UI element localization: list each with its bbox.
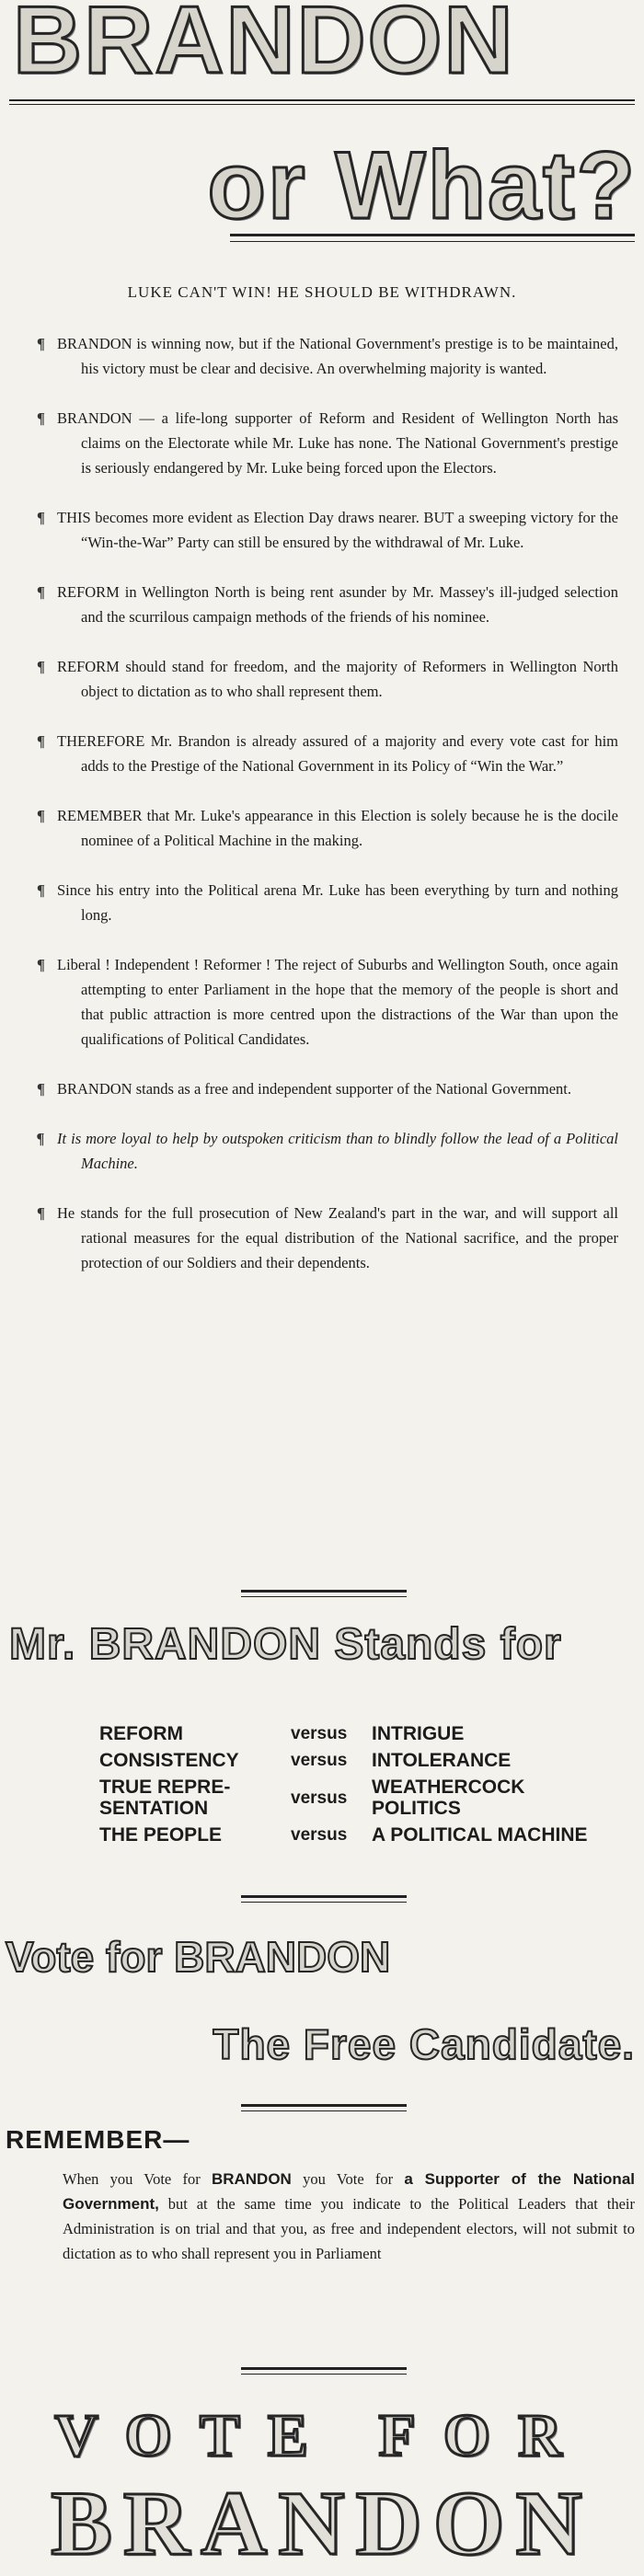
paragraph: ¶ REFORM in Wellington North is being rent asunder by Mr. Massey's ill-judged selection and the scurrilous campaign methods of the friends of his nominee. bbox=[37, 580, 618, 629]
top-rule-thin bbox=[9, 104, 635, 105]
pilcrow-icon: ¶ bbox=[37, 1080, 45, 1098]
paragraph: ¶ He stands for the full prosecution of New Zealand's part in the war, and will support all rational measures for the equal distribution of the National sacrifice, and the proper protection of our Soldiers and their dependents. bbox=[37, 1201, 618, 1275]
pilcrow-icon: ¶ bbox=[37, 956, 45, 973]
versus-row bbox=[99, 1822, 633, 1848]
pilcrow-icon: ¶ bbox=[37, 583, 45, 601]
free-candidate: The Free Candidate. bbox=[213, 2020, 635, 2068]
headline-rule bbox=[230, 234, 635, 236]
versus-left: REFORM bbox=[99, 1723, 183, 1744]
pilcrow-icon: ¶ bbox=[37, 1130, 45, 1147]
versus-left: CONSISTENCY bbox=[99, 1750, 239, 1771]
pilcrow-icon: ¶ bbox=[37, 807, 45, 824]
versus-row bbox=[99, 1747, 633, 1774]
pilcrow-icon: ¶ bbox=[37, 335, 45, 352]
versus-right: WEATHERCOCK POLITICS bbox=[372, 1777, 525, 1819]
versus-row bbox=[99, 1774, 633, 1822]
remember-text: When you Vote for BRANDON you Vote for a Supporter of the National Government, but at the same time you indicate to the Political Leaders that their Administration is on trial and that you, as free and independent electors, will not submit to dictation as to who shall represent you in Parliament bbox=[63, 2170, 635, 2262]
pilcrow-icon: ¶ bbox=[37, 658, 45, 675]
versus-right: INTRIGUE bbox=[372, 1723, 465, 1744]
versus-label: versus bbox=[291, 1788, 348, 1808]
paragraph: ¶ THEREFORE Mr. Brandon is already assured of a majority and every vote cast for him adds to the Prestige of the National Government in its Policy of “Win the War.” bbox=[37, 729, 618, 778]
paragraph: ¶ BRANDON stands as a free and independent supporter of the National Government. bbox=[37, 1076, 618, 1101]
versus-label: versus bbox=[291, 1825, 348, 1845]
section-rule bbox=[241, 2367, 407, 2370]
paragraph: ¶ Liberal ! Independent ! Reformer ! The reject of Suburbs and Wellington South, once again attempting to enter Parliament in the hope that the memory of the people is short and that public attraction is more centred upon the distractions of the War than upon the qualifications of Political Candidates. bbox=[37, 952, 618, 1052]
paragraph: ¶ Since his entry into the Political arena Mr. Luke has been everything by turn and nothing long. bbox=[37, 878, 618, 927]
remember-title: REMEMBER— bbox=[6, 2125, 190, 2154]
pilcrow-icon: ¶ bbox=[37, 881, 45, 899]
stands-for-title: Mr. BRANDON Stands for bbox=[9, 1620, 562, 1669]
versus-right: A POLITICAL MACHINE bbox=[372, 1824, 588, 1846]
subheading: LUKE CAN'T WIN! HE SHOULD BE WITHDRAWN. bbox=[127, 283, 517, 301]
section-rule-thin bbox=[241, 2110, 407, 2111]
vote-for-brandon: Vote for BRANDON bbox=[6, 1933, 391, 1981]
final-brandon: BRANDON bbox=[51, 2472, 593, 2574]
final-vote-for: VOTE FOR bbox=[54, 2402, 590, 2469]
versus-table bbox=[99, 1720, 633, 1848]
section-rule bbox=[241, 1895, 407, 1898]
pilcrow-icon: ¶ bbox=[37, 732, 45, 750]
pilcrow-icon: ¶ bbox=[37, 1204, 45, 1222]
paragraph: ¶ THIS becomes more evident as Election Day draws nearer. BUT a sweeping victory for the “Win-the-War” Party can still be ensured by the withdrawal of Mr. Luke. bbox=[37, 505, 618, 555]
paragraph-list bbox=[37, 331, 618, 1300]
pilcrow-icon: ¶ bbox=[37, 409, 45, 427]
versus-left: TRUE REPRE- SENTATION bbox=[99, 1777, 231, 1819]
headline-rule-thin bbox=[230, 241, 635, 242]
pilcrow-icon: ¶ bbox=[37, 509, 45, 526]
section-rule-thin bbox=[241, 2374, 407, 2375]
versus-right: INTOLERANCE bbox=[372, 1750, 512, 1771]
versus-left: THE PEOPLE bbox=[99, 1824, 223, 1846]
section-rule-thin bbox=[241, 1596, 407, 1597]
headline-brandon: BRANDON bbox=[13, 0, 515, 94]
top-rule bbox=[9, 99, 635, 101]
section-rule-thin bbox=[241, 1902, 407, 1903]
paragraph: ¶ REFORM should stand for freedom, and the majority of Reformers in Wellington North object to dictation as to who shall represent them. bbox=[37, 654, 618, 704]
headline-or-what: or What? bbox=[207, 132, 637, 239]
versus-row bbox=[99, 1720, 633, 1747]
paragraph: ¶ BRANDON — a life-long supporter of Reform and Resident of Wellington North has claims on the Electorate while Mr. Luke has none. The National Government's prestige is seriously endangered by Mr. Luke being forced upon the Electors. bbox=[37, 406, 618, 480]
paragraph: ¶ BRANDON is winning now, but if the National Government's prestige is to be maintained, his victory must be clear and decisive. An overwhelming majority is wanted. bbox=[37, 331, 618, 381]
paragraph: ¶ REMEMBER that Mr. Luke's appearance in this Election is solely because he is the docile nominee of a Political Machine in the making. bbox=[37, 803, 618, 853]
paragraph-italic: ¶ It is more loyal to help by outspoken criticism than to blindly follow the lead of a Political Machine. bbox=[37, 1126, 618, 1176]
section-rule bbox=[241, 1590, 407, 1593]
versus-label: versus bbox=[291, 1724, 348, 1743]
versus-label: versus bbox=[291, 1751, 348, 1770]
section-rule bbox=[241, 2104, 407, 2107]
